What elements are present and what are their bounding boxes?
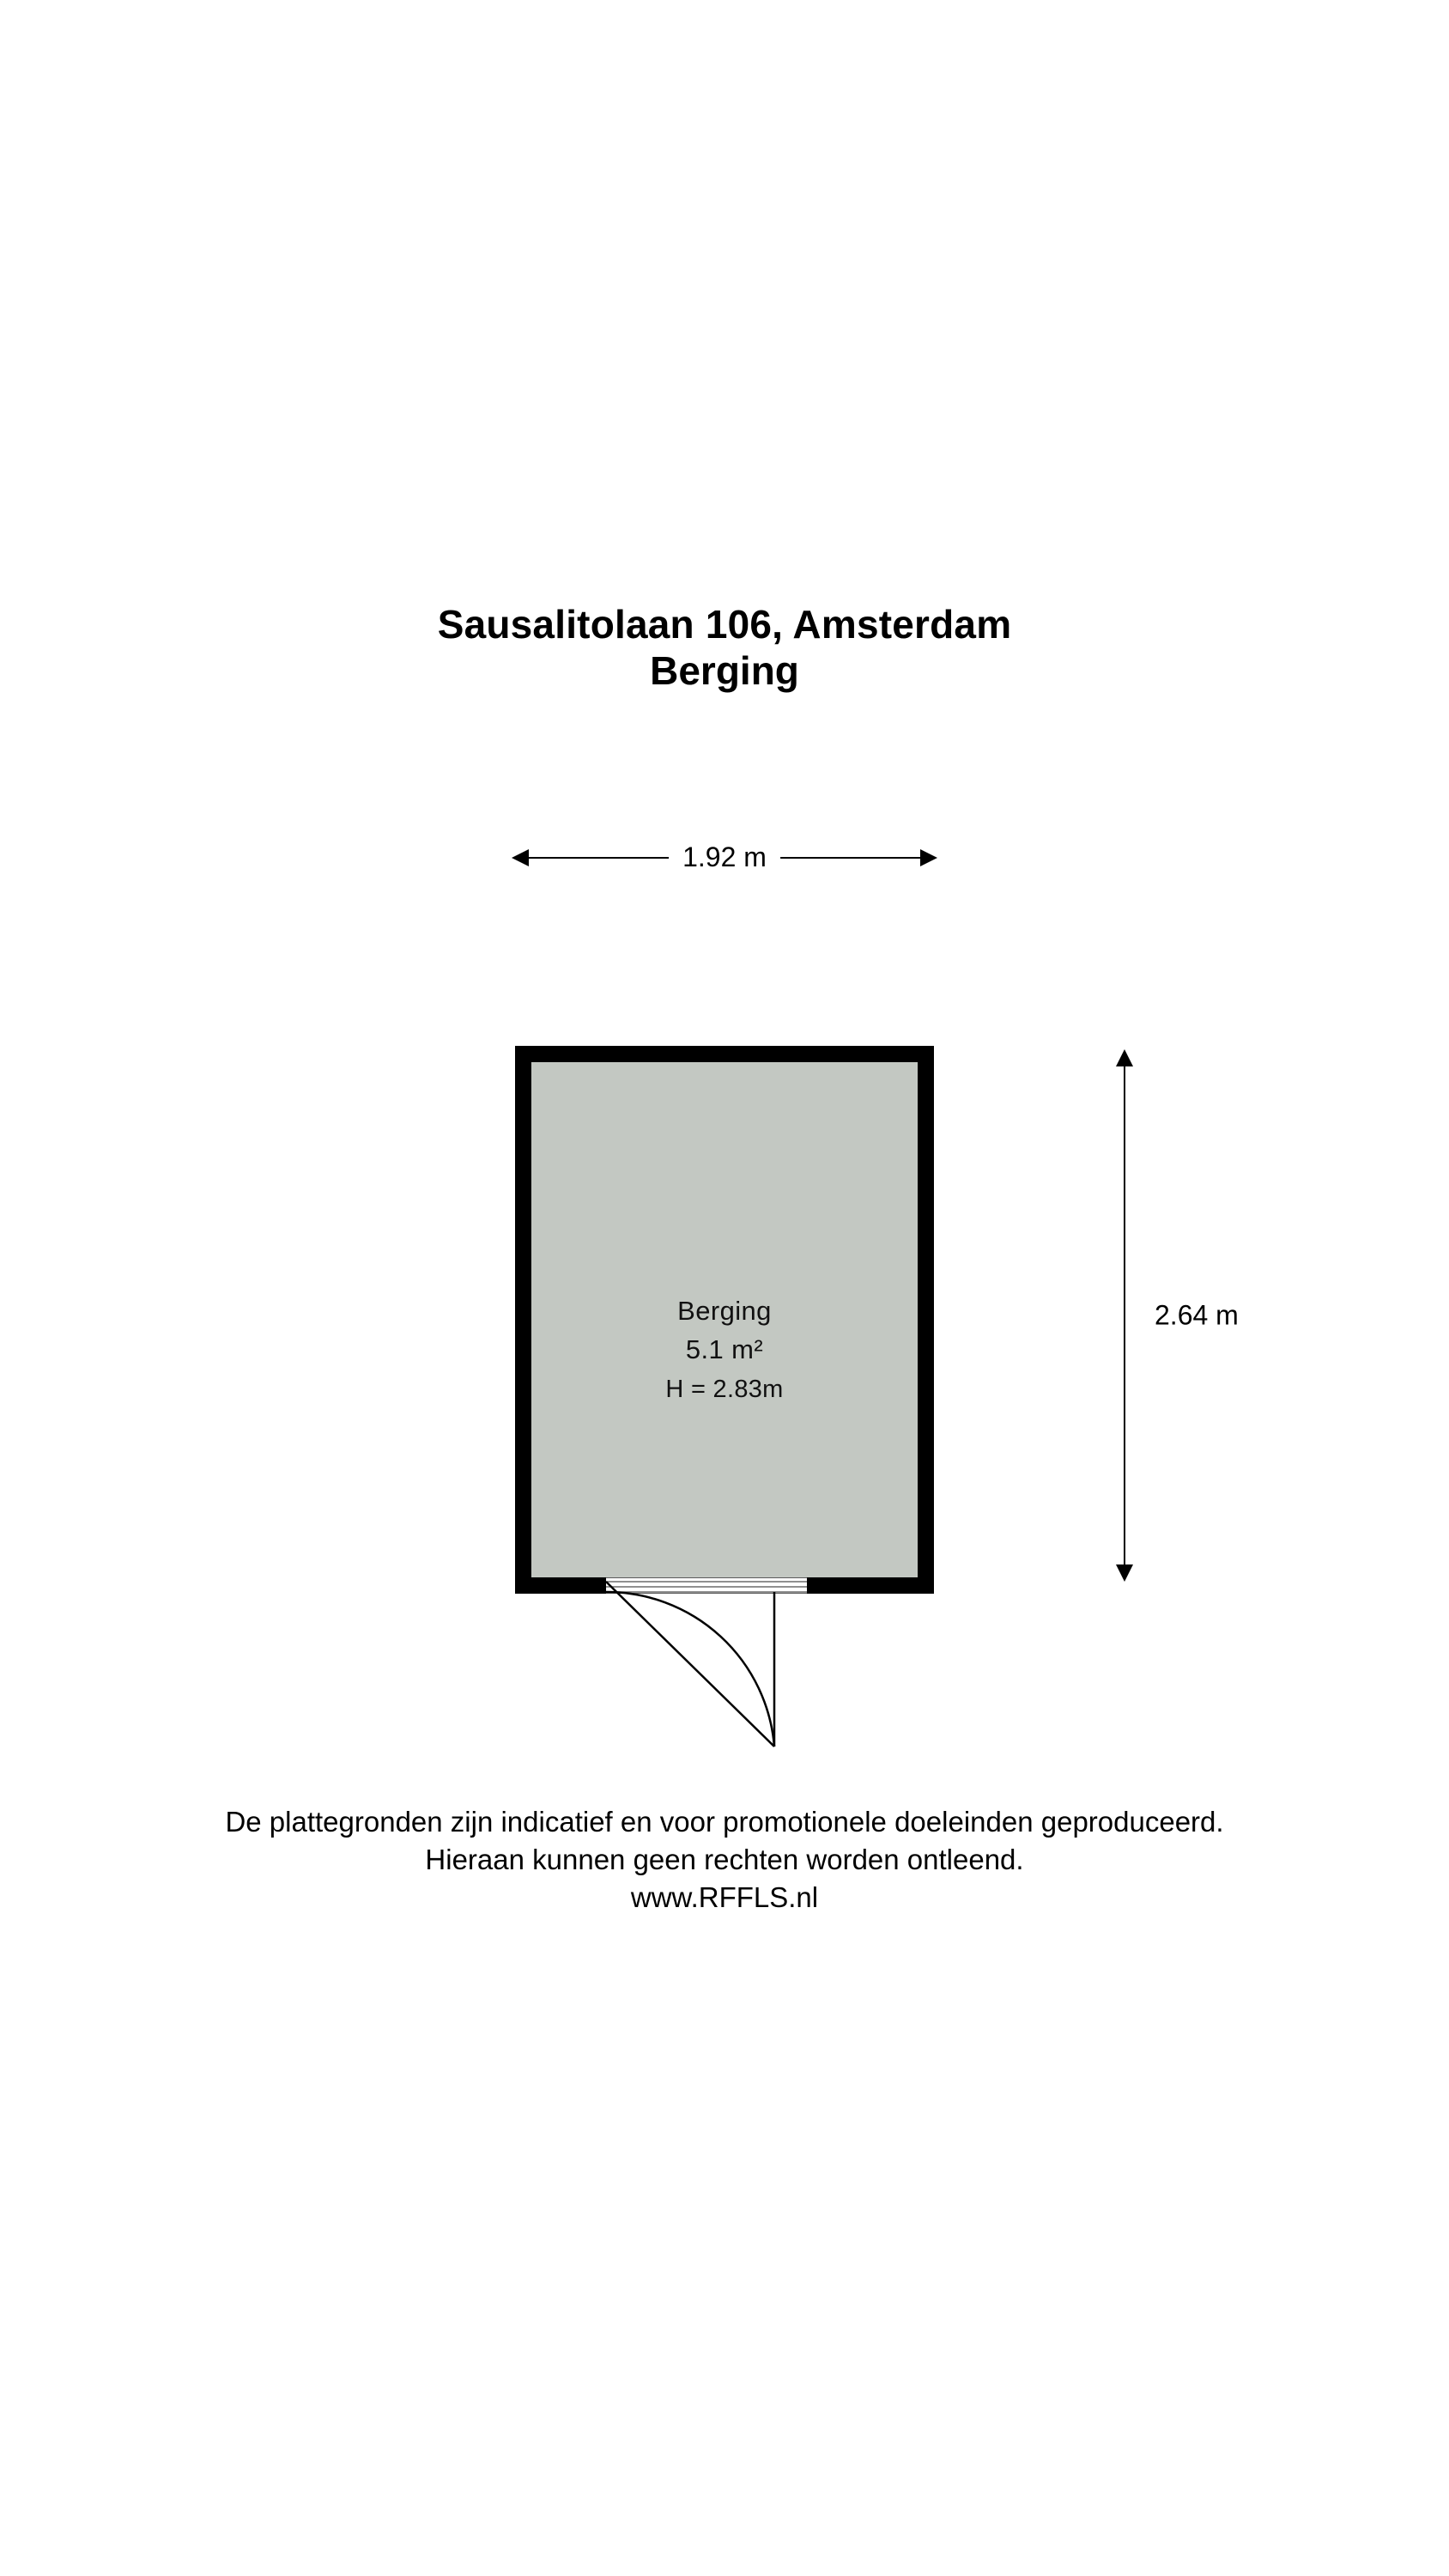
arrow-up-icon <box>1116 1049 1133 1066</box>
disclaimer <box>0 1803 1449 1917</box>
arrow-left-icon <box>512 849 529 866</box>
height-dimension-line <box>1124 1061 1125 1570</box>
disclaimer-line-1: De plattegronden zijn indicatief en voor promotionele doeleinden geproduceerd. <box>225 1806 1224 1838</box>
page-title <box>0 601 1449 695</box>
room-berging <box>515 1046 934 1594</box>
disclaimer-website: www.RFFLS.nl <box>630 1880 819 1913</box>
arrow-down-icon <box>1116 1564 1133 1582</box>
room-label-group <box>531 1292 918 1409</box>
width-dimension-label: 1.92 m <box>669 831 780 883</box>
title-floor: Berging <box>650 648 799 694</box>
title-address: Sausalitolaan 106, Amsterdam <box>437 602 1012 647</box>
room-area: 5.1 m² <box>685 1334 764 1364</box>
height-dimension-label: 2.64 m <box>1155 1299 1239 1331</box>
disclaimer-line-2: Hieraan kunnen geen rechten worden ontleend. <box>425 1843 1024 1875</box>
height-dimension <box>1099 1049 1239 1582</box>
door-swing-icon <box>592 1578 815 1776</box>
width-dimension <box>512 831 937 883</box>
room-name: Berging <box>677 1296 772 1326</box>
room-ceiling-height: H = 2.83m <box>665 1375 784 1403</box>
arrow-right-icon <box>920 849 937 866</box>
